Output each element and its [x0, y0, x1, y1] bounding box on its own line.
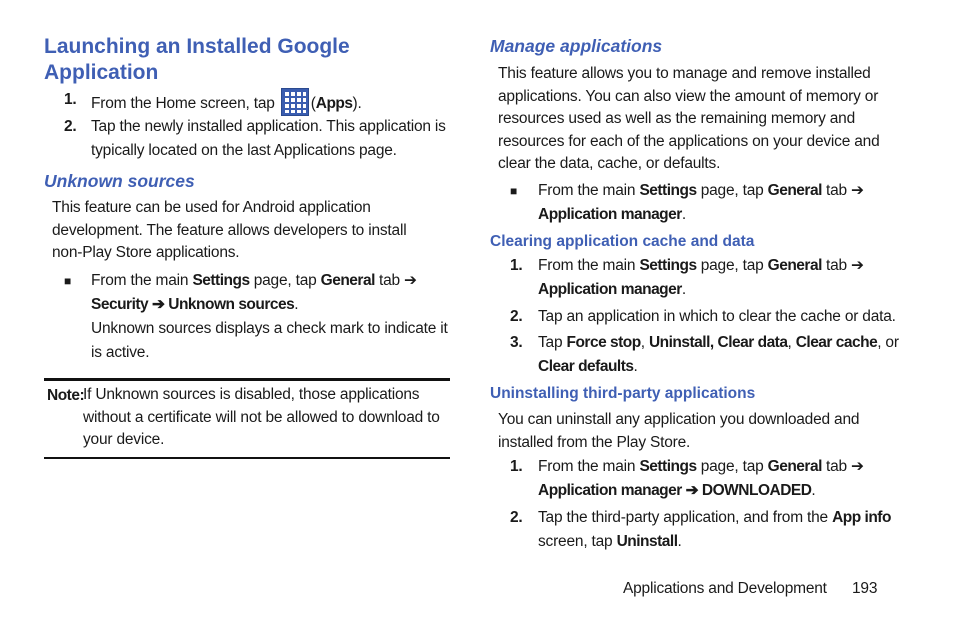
unknown-sources-heading: Unknown sources: [44, 171, 195, 191]
note-label: Note:: [47, 387, 85, 404]
apps-grid-icon: [281, 88, 309, 116]
bullet-icon: ■: [64, 274, 72, 288]
clearing-cache-heading: Clearing application cache and data: [490, 233, 755, 250]
manage-applications-para: This feature allows you to manage and remove installed applications. You can also view the amount of memory or resources used as well as the remaining memory and resources for each of the applications on your device and clear the data, cache, or defaults.: [498, 65, 880, 172]
footer-section-name: Applications and Development: [623, 580, 827, 597]
note-top-rule: [44, 378, 450, 381]
uninstalling-para: You can uninstall any application you downloaded and installed from the Play Store.: [498, 411, 860, 451]
note-bottom-rule: [44, 457, 450, 459]
footer-page-number: 193: [852, 580, 878, 597]
page-title: Launching an Installed Google Application: [44, 35, 350, 84]
unknown-sources-para: This feature can be used for Android application development. The feature allows developers to install non-Play Store applications.: [52, 199, 407, 261]
manage-applications-heading: Manage applications: [490, 36, 663, 56]
bullet-icon: ■: [510, 184, 518, 198]
uninstalling-heading: Uninstalling third-party applications: [490, 385, 756, 402]
